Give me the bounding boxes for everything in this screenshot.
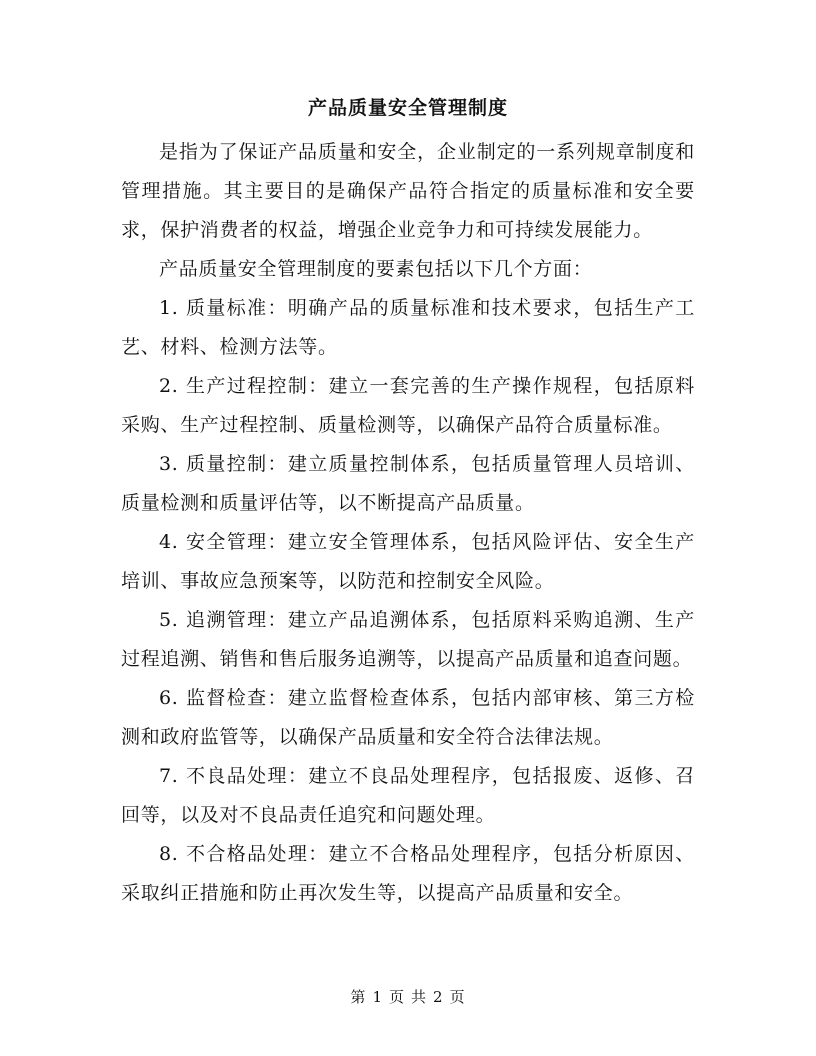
paragraph-item-1: 1. 质量标准：明确产品的质量标准和技术要求，包括生产工艺、材料、检测方法等。 [121,297,695,358]
paragraph-elements-lead: 产品质量安全管理制度的要素包括以下几个方面： [159,258,593,280]
paragraph-item-8: 8. 不合格品处理：建立不合格品处理程序，包括分析原因、采取纠正措施和防止再次发生等，以提高产品质量和安全。 [121,843,695,904]
paragraph-item-5: 5. 追溯管理：建立产品追溯体系，包括原料采购追溯、生产过程追溯、销售和售后服务追溯等，以提高产品质量和追查问题。 [121,609,695,670]
page-footer [0,987,816,1007]
document-body [121,133,695,913]
footer-current-page: 1 [372,988,383,1006]
footer-page-suffix: 页 [449,988,466,1006]
footer-total-label: 共 [411,988,428,1006]
footer-page-mid: 页 [388,988,405,1006]
footer-page-prefix: 第 [350,988,367,1006]
paragraph-item-4: 4. 安全管理：建立安全管理体系，包括风险评估、安全生产培训、事故应急预案等，以防范和控制安全风险。 [121,531,695,592]
paragraph-item-2: 2. 生产过程控制：建立一套完善的生产操作规程，包括原料采购、生产过程控制、质量检测等，以确保产品符合质量标准。 [121,375,695,436]
paragraph-intro: 是指为了保证产品质量和安全，企业制定的一系列规章制度和管理措施。其主要目的是确保产品符合指定的质量标准和安全要求，保护消费者的权益，增强企业竞争力和可持续发展能力。 [121,141,695,241]
paragraph-item-3: 3. 质量控制：建立质量控制体系，包括质量管理人员培训、质量检测和质量评估等，以不断提高产品质量。 [121,453,695,514]
footer-total-pages: 2 [433,988,444,1006]
paragraph-item-6: 6. 监督检查：建立监督检查体系，包括内部审核、第三方检测和政府监管等，以确保产品质量和安全符合法律法规。 [121,687,695,748]
paragraph-item-7: 7. 不良品处理：建立不良品处理程序，包括报废、返修、召回等，以及对不良品责任追究和问题处理。 [121,765,695,826]
page-title: 产品质量安全管理制度 [307,97,508,119]
